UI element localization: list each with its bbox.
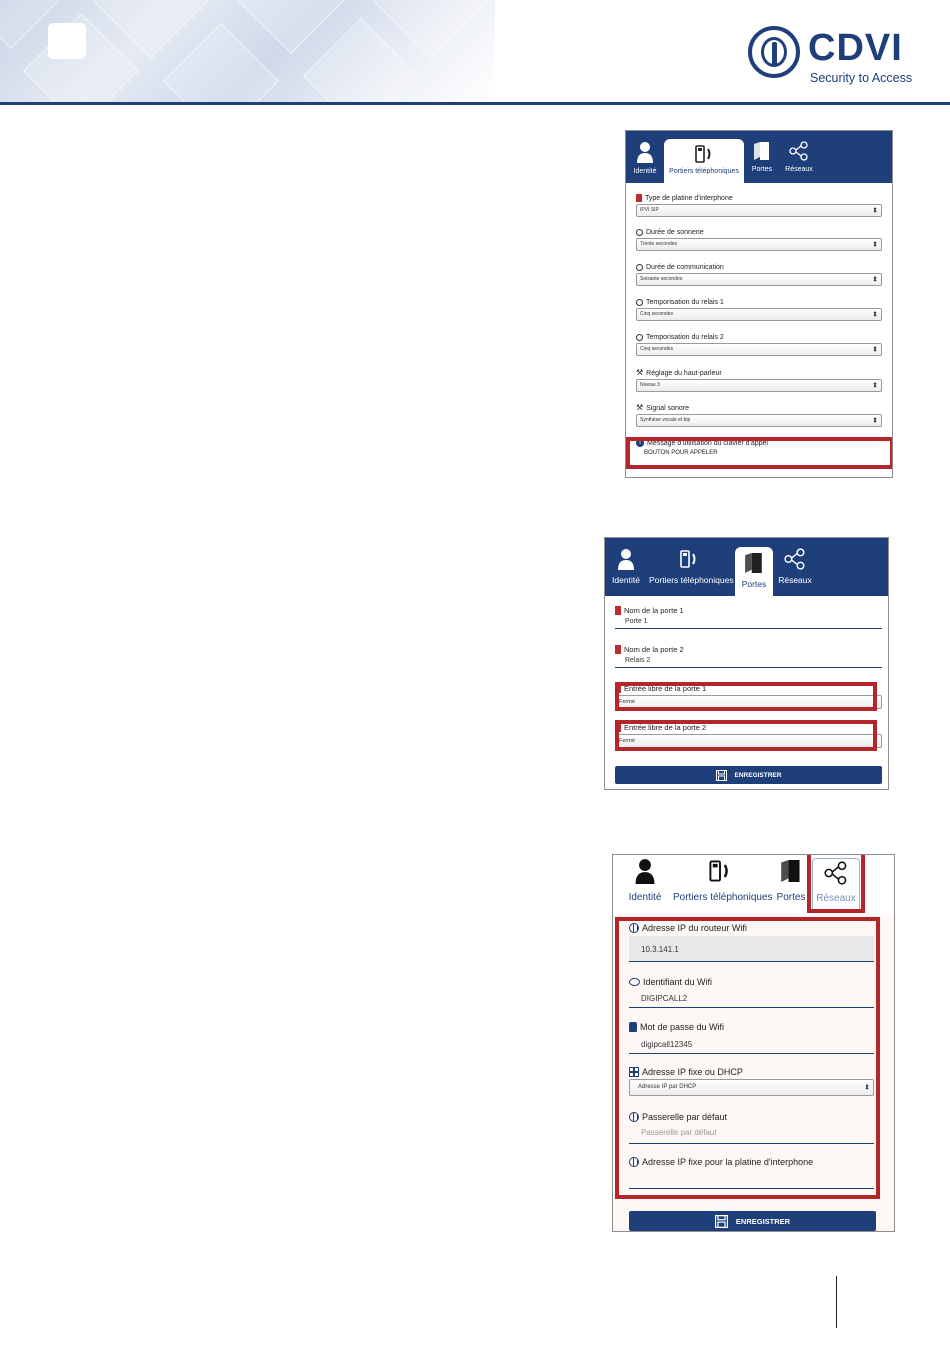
wrench-icon: ⚒	[636, 368, 644, 377]
field-label: Nom de la porte 1	[624, 606, 684, 615]
field-label: Temporisation du relais 2	[646, 334, 724, 341]
form-body	[613, 915, 894, 1231]
field-door2-name	[615, 645, 882, 668]
person-icon	[617, 548, 635, 570]
timer-icon	[636, 299, 643, 306]
share-icon	[824, 861, 848, 885]
tab-identity-label: Identité	[628, 892, 662, 903]
tab-identity-label: Identité	[633, 168, 657, 175]
wifi-ssid-input[interactable]: DIGIPCALL2	[629, 990, 874, 1008]
field-wifi-ssid	[629, 977, 874, 1008]
footer-rule	[836, 1276, 837, 1328]
field-ring-duration	[636, 229, 882, 251]
flag-icon	[615, 685, 621, 693]
field-label: Entrée libre de la porte 1	[624, 684, 707, 693]
field-relay1-delay	[636, 299, 882, 321]
field-door1-name	[615, 606, 882, 629]
tab-doors[interactable]	[776, 858, 806, 903]
chevron-updown-icon: ⬍	[864, 1084, 870, 1091]
tab-phones[interactable]	[673, 858, 773, 903]
ip-mode-select[interactable]: Adresse IP par DHCP ⬍	[629, 1079, 874, 1096]
door-icon	[780, 858, 802, 884]
field-label: Signal sonore	[646, 404, 689, 412]
field-ip-mode	[629, 1067, 874, 1096]
field-gateway	[629, 1112, 874, 1144]
doors-settings-screenshot	[604, 537, 889, 790]
form-body	[626, 183, 892, 477]
ring-duration-select[interactable]: Trente secondes ⬍	[636, 238, 882, 251]
field-label: Adresse IP du routeur Wifi	[642, 923, 747, 933]
speaker-level-select[interactable]: Niveau 3 ⬍	[636, 379, 882, 392]
save-button[interactable]	[615, 766, 882, 784]
door2-free-entry-select[interactable]: Fermé ⬍	[615, 734, 882, 748]
field-sound-signal	[636, 404, 882, 427]
page-header	[0, 0, 950, 104]
field-label: Adresse IP fixe pour la platine d'interphone	[642, 1157, 814, 1167]
wifi-icon	[629, 978, 640, 986]
tab-phones-label: Portiers téléphoniques	[649, 575, 734, 585]
chevron-updown-icon: ⬍	[872, 382, 878, 389]
network-icon	[629, 1067, 639, 1077]
field-label: Temporisation du relais 1	[646, 299, 724, 306]
door-icon	[753, 141, 771, 161]
network-settings-screenshot	[612, 854, 895, 1232]
globe-icon	[629, 923, 639, 933]
form-body	[605, 596, 888, 789]
field-label: Adresse IP fixe ou DHCP	[642, 1067, 743, 1077]
keypad-message-input[interactable]: BOUTON POUR APPELER	[644, 450, 718, 456]
chapter-badge	[48, 23, 86, 59]
tab-bar	[626, 131, 892, 183]
gateway-input[interactable]: Passerelle par défaut	[629, 1124, 874, 1144]
tab-networks-label: Réseaux	[816, 893, 856, 904]
field-door2-free-entry	[615, 723, 882, 748]
tab-identity-label: Identité	[612, 575, 640, 585]
field-router-ip	[629, 923, 874, 962]
field-label: Réglage du haut-parleur	[646, 369, 722, 377]
field-wifi-password	[629, 1022, 874, 1054]
field-label: Durée de communication	[646, 264, 724, 271]
router-ip-input: 10.3.141.1	[629, 936, 874, 962]
tab-bar	[605, 538, 888, 596]
chevron-updown-icon: ⬍	[872, 311, 878, 318]
call-duration-select[interactable]: Soixante secondes ⬍	[636, 273, 882, 286]
tab-phones[interactable]	[664, 139, 744, 183]
tab-networks[interactable]	[777, 548, 813, 585]
globe-icon	[629, 1112, 639, 1122]
save-label: ENREGISTRER	[735, 1216, 791, 1226]
share-icon	[789, 141, 809, 161]
field-call-duration	[636, 264, 882, 286]
field-speaker-level	[636, 369, 882, 392]
cdvi-logo-icon	[748, 26, 800, 78]
field-label: Identifiant du Wifi	[643, 977, 713, 987]
phone-settings-screenshot	[625, 130, 893, 478]
timer-icon	[636, 264, 643, 271]
field-label: Mot de passe du Wifi	[640, 1022, 725, 1032]
field-label: Type de platine d'interphone	[645, 194, 733, 202]
door-icon	[744, 551, 764, 575]
floppy-disk-icon	[716, 770, 727, 781]
intercom-phone-icon	[708, 858, 732, 884]
field-keypad-message	[636, 439, 882, 456]
field-label: Entrée libre de la porte 2	[624, 723, 707, 732]
timer-icon	[636, 229, 643, 236]
person-icon	[635, 858, 655, 884]
tab-networks-label: Réseaux	[785, 166, 813, 173]
relay1-delay-select[interactable]: Cinq secondes ⬍	[636, 308, 882, 321]
field-label: Durée de sonnerie	[646, 229, 704, 236]
chevron-updown-icon: ⬍	[872, 737, 878, 745]
field-door1-free-entry	[615, 684, 882, 709]
save-button[interactable]	[629, 1211, 876, 1231]
wifi-password-input[interactable]: digipcall12345	[629, 1035, 874, 1054]
chevron-updown-icon: ⬍	[872, 346, 878, 353]
person-icon	[637, 141, 653, 163]
chevron-updown-icon: ⬍	[872, 207, 878, 214]
globe-icon	[629, 1157, 639, 1167]
door1-free-entry-select[interactable]: Fermé ⬍	[615, 695, 882, 709]
tab-networks[interactable]	[812, 858, 860, 911]
relay2-delay-select[interactable]: Cinq secondes ⬍	[636, 343, 882, 356]
door2-name-input[interactable]: Relais 2	[615, 654, 882, 668]
tab-doors-label: Portes	[751, 166, 773, 173]
field-intercom-static-ip	[629, 1157, 874, 1189]
brand-tagline: Security to Access	[810, 71, 913, 85]
door1-name-input[interactable]: Porte 1	[615, 615, 882, 629]
tab-identity[interactable]	[627, 858, 663, 903]
platine-type-select[interactable]: IPVI SIP ⬍	[636, 204, 882, 217]
door-icon	[615, 645, 621, 654]
lock-icon	[629, 1022, 637, 1032]
tab-networks[interactable]	[782, 141, 816, 173]
timer-icon	[636, 334, 643, 341]
tab-phones-label: Portiers téléphoniques	[669, 168, 739, 175]
save-label: ENREGISTRER	[734, 771, 782, 779]
chevron-updown-icon: ⬍	[872, 417, 878, 424]
field-relay2-delay	[636, 334, 882, 356]
tab-phones-label: Portiers téléphoniques	[673, 892, 773, 903]
field-label: Message d'utilisation du clavier d'appel	[647, 439, 768, 447]
flag-icon	[615, 724, 621, 732]
wrench-icon: ⚒	[636, 403, 644, 412]
sound-signal-select[interactable]: Synthèse vocale et bip ⬍	[636, 414, 882, 427]
field-label: Passerelle par défaut	[642, 1112, 728, 1122]
chevron-updown-icon: ⬍	[872, 698, 878, 706]
tab-doors[interactable]	[735, 547, 773, 596]
tab-identity[interactable]	[609, 548, 643, 585]
tab-bar	[613, 855, 894, 913]
tab-doors[interactable]	[748, 141, 776, 173]
tab-doors-label: Portes	[776, 892, 806, 903]
cdvi-logo	[748, 26, 913, 88]
door-icon	[615, 606, 621, 615]
tab-identity[interactable]	[628, 141, 662, 175]
brand-name: CDVI	[808, 27, 903, 69]
tab-networks-label: Réseaux	[778, 575, 812, 585]
share-icon	[784, 548, 806, 570]
intercom-phone-icon	[679, 548, 699, 570]
info-icon: i	[636, 439, 644, 447]
field-label: Nom de la porte 2	[624, 645, 684, 654]
floppy-disk-icon	[715, 1215, 728, 1228]
header-rule	[0, 102, 950, 105]
tab-phones[interactable]	[649, 548, 734, 585]
intercom-static-ip-input[interactable]	[629, 1169, 874, 1189]
intercom-phone-icon	[694, 145, 714, 163]
field-platine-type	[636, 194, 882, 217]
tab-doors-label: Portes	[741, 579, 767, 589]
chevron-updown-icon: ⬍	[872, 276, 878, 283]
chevron-updown-icon: ⬍	[872, 241, 878, 248]
intercom-icon	[636, 194, 642, 202]
